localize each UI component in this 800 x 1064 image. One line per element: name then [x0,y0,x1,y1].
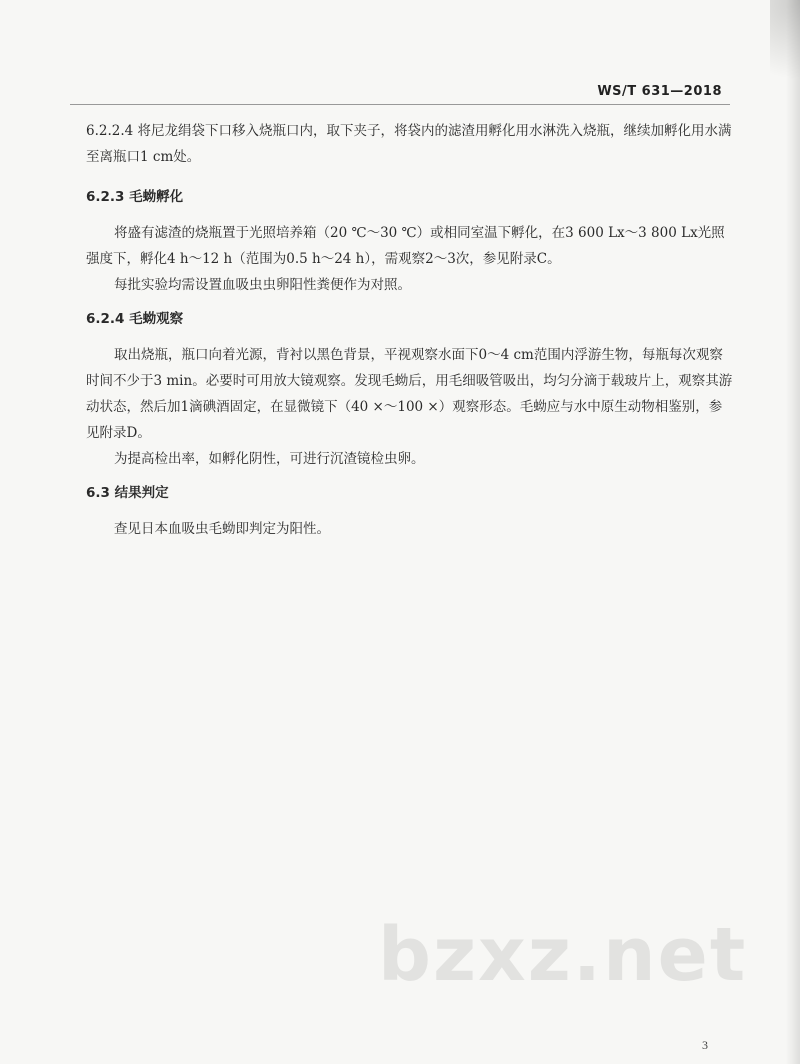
paragraph-incubation: 将盛有滤渣的烧瓶置于光照培养箱（20 ℃～30 ℃）或相同室温下孵化，在3 600 Lx～3 800 Lx光照强度下，孵化4 h～12 h（范围为0.5 h～24 h），需观察2～3次，参见附录C。 [86,225,725,267]
standard-code: WS/T 631—2018 [597,84,722,99]
page-edge-shadow [786,0,800,1064]
watermark: bzxz.net [378,912,748,998]
heading-6-2-4: 6.2.4 毛蚴观察 [86,311,184,327]
paragraph-result: 查见日本血吸虫毛蚴即判定为阳性。 [114,521,330,537]
paragraph-detection-rate: 为提高检出率，如孵化阴性，可进行沉渣镜检虫卵。 [114,451,425,467]
header-rule [70,104,730,105]
paragraph-6-2-2-4: 6.2.2.4 将尼龙绢袋下口移入烧瓶口内，取下夹子，将袋内的滤渣用孵化用水淋洗入烧瓶，继续加孵化用水满至离瓶口1 cm处。 [86,123,732,165]
paragraph-observation: 取出烧瓶，瓶口向着光源，背衬以黑色背景，平视观察水面下0～4 cm范围内浮游生物，每瓶每次观察时间不少于3 min。必要时可用放大镜观察。发现毛蚴后，用毛细吸管吸出，均匀分滴于载玻片上，观察其游动状态，然后加1滴碘酒固定，在显微镜下（40 ×～100 ×）观察形态。毛蚴应与水中原生动物相鉴别，参见附录D。 [86,347,733,441]
paragraph-control: 每批实验均需设置血吸虫虫卵阳性粪便作为对照。 [114,277,411,293]
page-corner-shadow [770,0,800,110]
document-body [86,118,734,542]
page-number: 3 [702,1038,708,1052]
heading-6-2-3: 6.2.3 毛蚴孵化 [86,189,184,205]
heading-6-3: 6.3 结果判定 [86,485,169,501]
